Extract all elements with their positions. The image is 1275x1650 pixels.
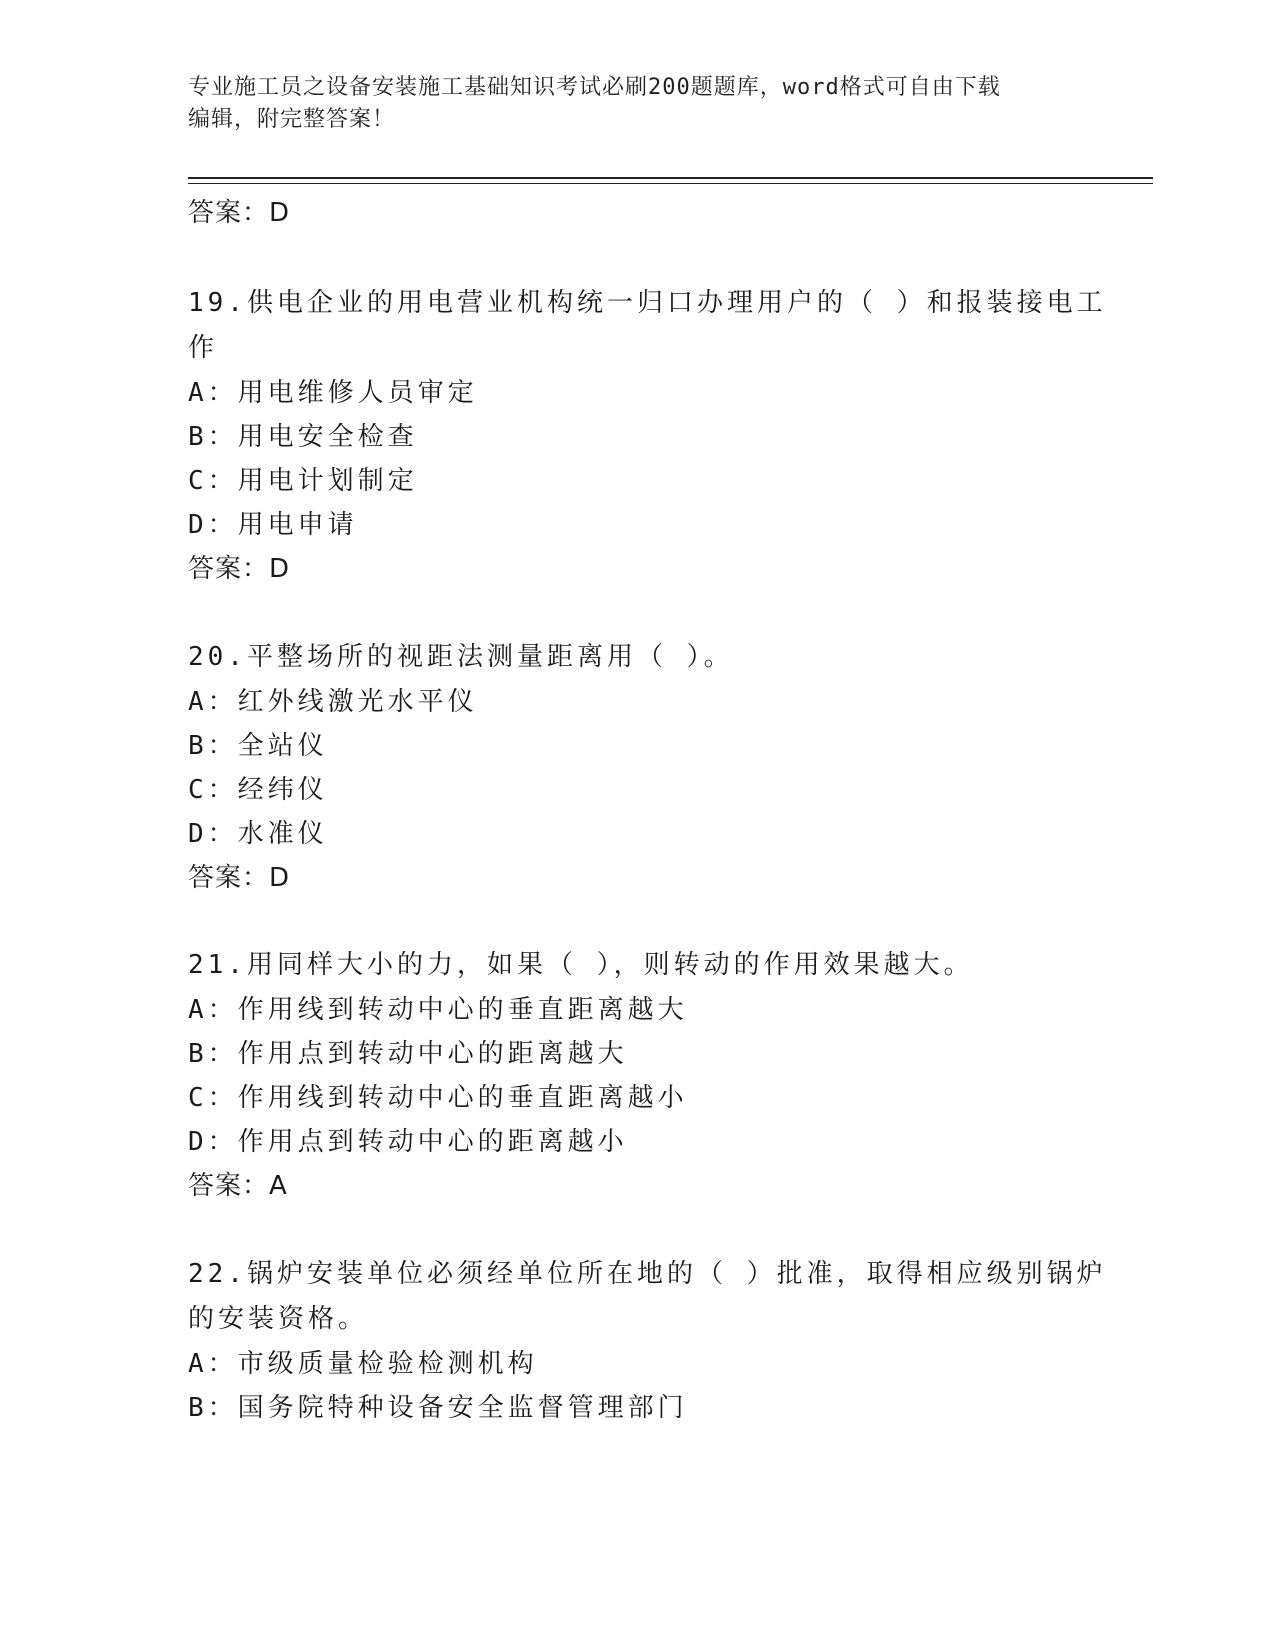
header-rule-thin	[188, 183, 1153, 184]
question-22-stem-line-2: 的安装资格。	[188, 1304, 369, 1334]
question-19-option-d: D：用电申请	[188, 510, 358, 540]
question-22-option-b: B：国务院特种设备安全监督管理部门	[188, 1393, 688, 1423]
question-19-option-c: C：用电计划制定	[188, 466, 418, 496]
header-rule-thick	[188, 177, 1153, 179]
question-20-option-b: B：全站仪	[188, 731, 328, 761]
question-21-option-c: C：作用线到转动中心的垂直距离越小	[188, 1083, 688, 1113]
header-line-1: 专业施工员之设备安装施工基础知识考试必刷200题题库，word格式可自由下载	[188, 75, 1001, 100]
question-20-option-a: A：红外线激光水平仪	[188, 687, 478, 717]
question-20-stem-line-1: 20.平整场所的视距法测量距离用（ ）。	[188, 642, 734, 672]
question-20-answer: 答案：D	[188, 863, 291, 893]
question-21-option-d: D：作用点到转动中心的距离越小	[188, 1127, 628, 1157]
question-19-stem-line-1: 19.供电企业的用电营业机构统一归口办理用户的（ ）和报装接电工	[188, 288, 1107, 318]
question-21-option-a: A：作用线到转动中心的垂直距离越大	[188, 995, 688, 1025]
question-19-answer: 答案：D	[188, 554, 291, 584]
question-20-option-c: C：经纬仪	[188, 775, 328, 805]
question-21-stem-line-1: 21.用同样大小的力，如果（ ），则转动的作用效果越大。	[188, 950, 974, 980]
question-20-option-d: D：水准仪	[188, 819, 328, 849]
question-19-option-a: A：用电维修人员审定	[188, 378, 478, 408]
question-19-option-b: B：用电安全检查	[188, 422, 418, 452]
page-header	[188, 72, 1068, 136]
question-22-stem-line-1: 22.锅炉安装单位必须经单位所在地的（ ）批准，取得相应级别锅炉	[188, 1259, 1107, 1289]
question-22-option-a: A：市级质量检验检测机构	[188, 1349, 538, 1379]
question-21-answer: 答案：A	[188, 1171, 288, 1201]
previous-answer: 答案：D	[188, 198, 291, 228]
header-line-2: 编辑，附完整答案！	[188, 107, 396, 132]
question-21-option-b: B：作用点到转动中心的距离越大	[188, 1039, 628, 1069]
question-19-stem-line-2: 作	[188, 333, 219, 363]
